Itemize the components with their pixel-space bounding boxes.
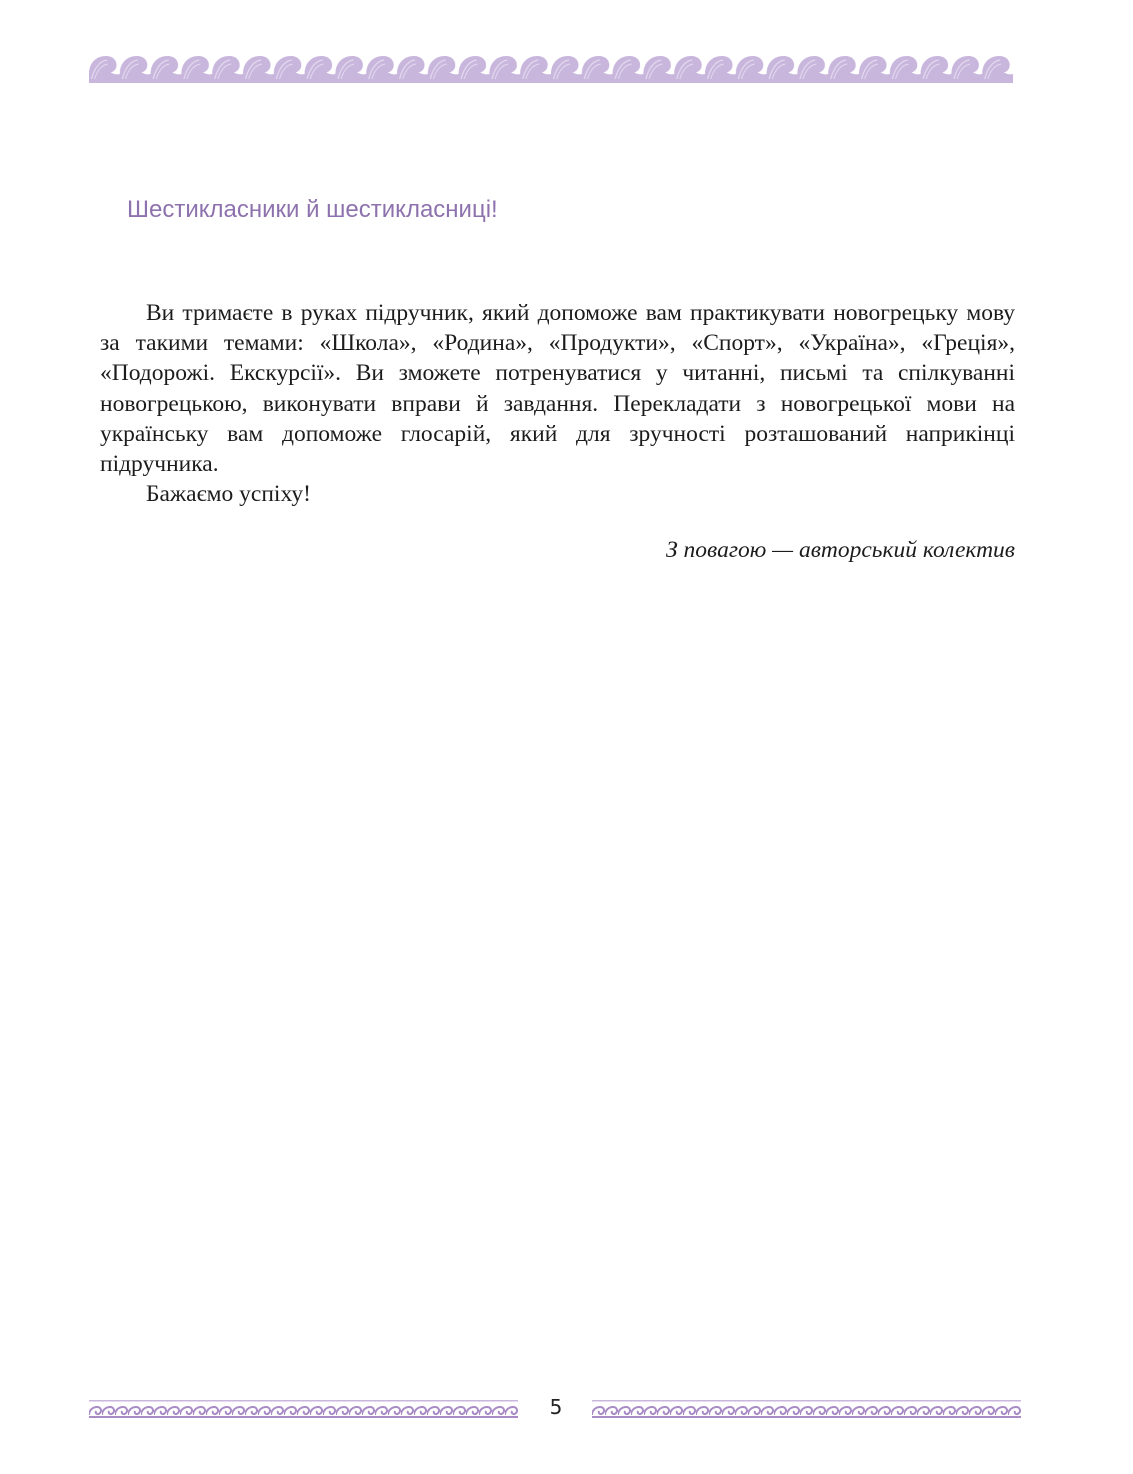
intro-paragraph: Ви тримаєте в руках підручник, який допоможе вам практикувати новогрецьку мову за такими темами: «Школа», «Родина», «Продукти», «Спорт», «Україна», «Греція», «Подорожі. Екскурсії». Ви зможете потренуватися у читанні, письмі та спілкуванні новогрецькою, виконувати вправи й завдання. Перекладати з новогрецької мови на українську вам допоможе глосарій, який для зручності розташований наприкінці підручника. bbox=[100, 300, 1015, 478]
top-wave-ornament bbox=[89, 52, 1013, 83]
bottom-right-wave-ornament bbox=[592, 1400, 1021, 1420]
page-number: 5 bbox=[549, 1395, 563, 1419]
signature: З повагою — авторський колектив bbox=[666, 537, 1015, 563]
greeting-heading: Шестикласники й шестикласниці! bbox=[127, 196, 498, 223]
bottom-left-wave-ornament bbox=[89, 1400, 518, 1420]
intro-text bbox=[100, 298, 1015, 509]
wishes-paragraph: Бажаємо успіху! bbox=[146, 481, 311, 508]
